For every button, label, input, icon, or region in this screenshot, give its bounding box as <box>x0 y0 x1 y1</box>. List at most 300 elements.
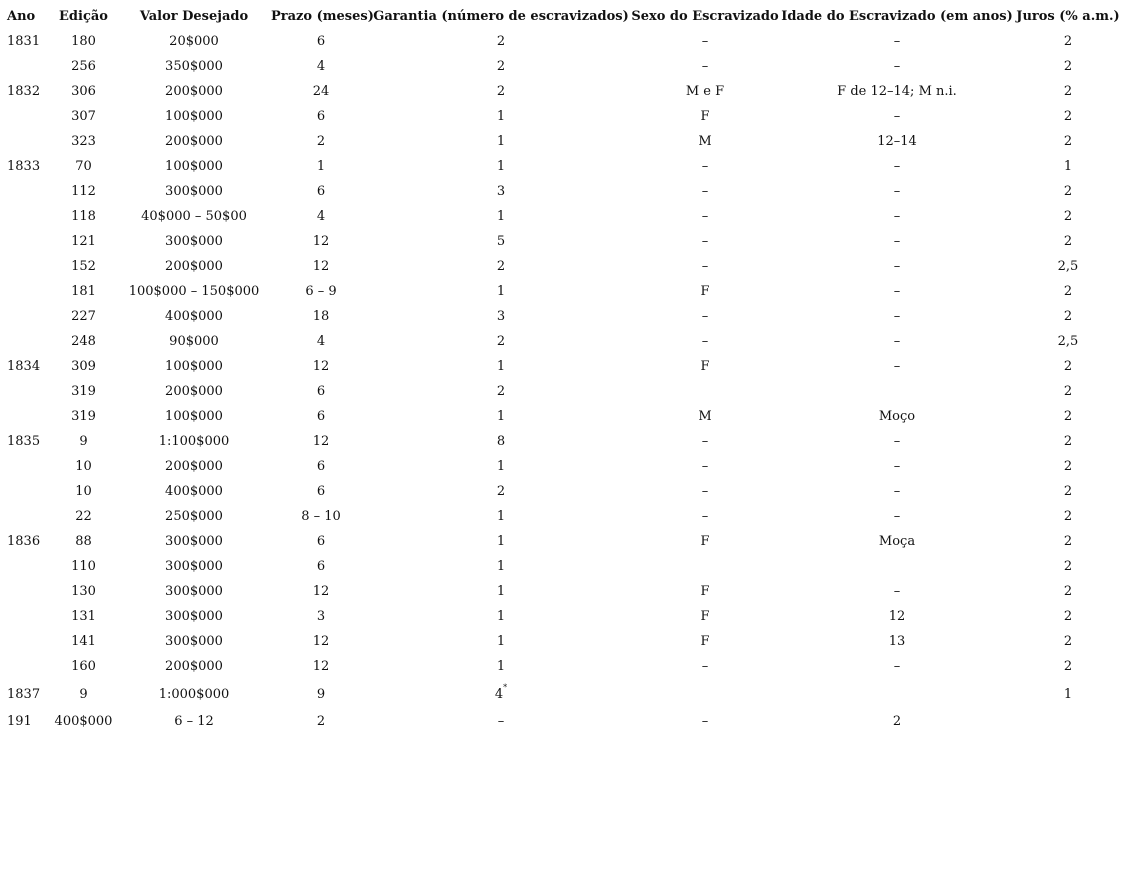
cell-prazo-text: 6 <box>316 109 326 124</box>
cell-idade <box>779 504 1015 529</box>
cell-garantia-text: 2 <box>496 34 506 49</box>
cell-garantia-text: 2 <box>496 384 506 399</box>
cell-edicao <box>50 554 117 579</box>
cell-sexo-text: – <box>701 434 709 449</box>
cell-prazo <box>271 129 371 154</box>
table-row <box>0 529 1121 554</box>
cell-garantia-text: 1 <box>496 134 506 149</box>
cell-juros <box>1015 654 1121 679</box>
cell: 400$000 <box>54 714 113 729</box>
cell-valor-text: 100$000 – 150$000 <box>128 284 260 299</box>
cell-sexo <box>631 429 779 454</box>
cell-idade <box>779 429 1015 454</box>
cell-juros <box>1015 454 1121 479</box>
cell-prazo-text: 2 <box>316 134 326 149</box>
cell-idade <box>779 479 1015 504</box>
table-row <box>0 554 1121 579</box>
cell-ano-text: 1836 <box>7 534 41 549</box>
cell-garantia-text: 1 <box>496 359 506 374</box>
cell-ano <box>0 179 50 204</box>
cell-garantia <box>371 54 631 79</box>
cell-sexo <box>631 554 779 579</box>
cell-garantia-text: 2 <box>496 334 506 349</box>
cell-ano <box>0 29 50 54</box>
cell-garantia <box>371 129 631 154</box>
cell-garantia-text: 1 <box>496 584 506 599</box>
cell-valor-text: 300$000 <box>165 609 223 624</box>
cell-juros-text: 2 <box>1063 584 1073 599</box>
cell-garantia <box>371 354 631 379</box>
cell-idade-text: – <box>893 59 901 74</box>
cell-idade <box>779 304 1015 329</box>
cell-prazo <box>271 529 371 554</box>
loans-table <box>0 4 1121 734</box>
cell-juros-text: 2 <box>1063 284 1073 299</box>
cell-garantia <box>371 229 631 254</box>
cell-edicao-text: 306 <box>71 84 96 99</box>
cell-idade <box>779 629 1015 654</box>
table-row <box>0 54 1121 79</box>
cell-edicao-text: 110 <box>71 559 96 574</box>
cell-sexo <box>631 654 779 679</box>
cell-edicao-text: 112 <box>71 184 96 199</box>
cell-idade-text: F de 12–14; M n.i. <box>837 84 957 99</box>
cell-ano <box>0 79 50 104</box>
cell-sexo-text: – <box>701 184 709 199</box>
cell-valor <box>117 179 271 204</box>
cell-prazo <box>271 679 371 709</box>
table-row <box>0 429 1121 454</box>
cell-sexo <box>631 179 779 204</box>
cell-sexo <box>631 329 779 354</box>
cell-idade <box>779 529 1015 554</box>
cell-sexo-text: F <box>700 584 710 599</box>
cell-idade-text: 12 <box>888 609 906 624</box>
cell-valor-text: 250$000 <box>165 509 223 524</box>
cell-ano-text: 1833 <box>7 159 41 174</box>
cell-edicao <box>50 79 117 104</box>
cell-valor-text: 100$000 <box>165 359 223 374</box>
cell-juros-text: 2 <box>1063 659 1073 674</box>
header-row <box>0 4 1121 29</box>
cell-edicao <box>50 529 117 554</box>
cell-ano <box>0 579 50 604</box>
cell-sexo <box>631 29 779 54</box>
cell-ano <box>0 129 50 154</box>
cell-idade-text: – <box>893 359 901 374</box>
cell-garantia-text: 2 <box>496 259 506 274</box>
cell-edicao-text: 160 <box>71 659 96 674</box>
cell-garantia-text: 1 <box>496 659 506 674</box>
cell-garantia <box>371 304 631 329</box>
header-prazo: Prazo (meses) <box>271 9 374 24</box>
table-row <box>0 454 1121 479</box>
cell-edicao-text: 118 <box>71 209 96 224</box>
cell-garantia <box>371 679 631 709</box>
cell-valor <box>117 454 271 479</box>
cell-idade-text: – <box>893 434 901 449</box>
cell-valor <box>117 604 271 629</box>
table-row <box>0 654 1121 679</box>
cell-prazo-text: 12 <box>312 434 330 449</box>
cell-prazo <box>271 229 371 254</box>
cell-valor <box>117 379 271 404</box>
cell-garantia <box>371 179 631 204</box>
cell-juros-text: 2,5 <box>1057 334 1079 349</box>
cell-valor <box>117 29 271 54</box>
cell: – <box>701 714 709 729</box>
cell-ano-text: 1834 <box>7 359 41 374</box>
cell-valor-text: 200$000 <box>165 84 223 99</box>
cell-juros <box>1015 179 1121 204</box>
cell-edicao-text: 227 <box>71 309 96 324</box>
cell-juros-text: 2 <box>1063 309 1073 324</box>
cell-edicao <box>50 104 117 129</box>
cell-garantia <box>371 654 631 679</box>
cell-idade <box>779 29 1015 54</box>
cell-prazo <box>271 579 371 604</box>
cell-idade <box>779 554 1015 579</box>
cell-idade <box>779 354 1015 379</box>
table-row <box>0 354 1121 379</box>
cell-edicao <box>50 354 117 379</box>
cell-prazo-text: 6 <box>316 184 326 199</box>
cell-juros-text: 1 <box>1063 686 1073 702</box>
header-juros: Juros (% a.m.) <box>1016 9 1120 24</box>
cell-juros <box>1015 29 1121 54</box>
cell-ano <box>0 329 50 354</box>
cell-garantia <box>371 479 631 504</box>
cell-prazo <box>271 79 371 104</box>
cell-garantia-text: 2 <box>496 59 506 74</box>
cell-juros-text: 2 <box>1063 34 1073 49</box>
cell-ano <box>0 479 50 504</box>
cell-juros-text: 2 <box>1063 534 1073 549</box>
cell-valor <box>117 54 271 79</box>
cell-sexo-text: – <box>701 334 709 349</box>
cell-ano <box>0 104 50 129</box>
cell-edicao <box>50 504 117 529</box>
cell-juros <box>1015 279 1121 304</box>
cell-sexo <box>631 579 779 604</box>
cell-valor <box>117 554 271 579</box>
cell-edicao <box>50 204 117 229</box>
cell-valor-text: 90$000 <box>169 334 219 349</box>
cell-prazo-text: 6 <box>316 534 326 549</box>
cell-sexo <box>631 79 779 104</box>
cell-garantia-text: 1 <box>496 634 506 649</box>
cell-edicao-text: 256 <box>71 59 96 74</box>
cell-garantia <box>371 504 631 529</box>
cell-valor-text: 300$000 <box>165 234 223 249</box>
cell-sexo <box>631 604 779 629</box>
cell-juros <box>1015 404 1121 429</box>
cell-edicao <box>50 579 117 604</box>
cell-garantia <box>371 379 631 404</box>
cell-edicao <box>50 404 117 429</box>
cell-juros <box>1015 604 1121 629</box>
cell-prazo-text: 6 <box>316 384 326 399</box>
table-row <box>0 479 1121 504</box>
cell-juros-text: 2 <box>1063 509 1073 524</box>
cell-valor <box>117 229 271 254</box>
table-row <box>0 154 1121 179</box>
cell-valor <box>117 254 271 279</box>
cell-valor-text: 1:000$000 <box>158 686 230 702</box>
table-body <box>0 29 1121 709</box>
cell-ano-text: 1835 <box>7 434 41 449</box>
cell-prazo <box>271 554 371 579</box>
table-container <box>0 4 1121 734</box>
cell-valor <box>117 579 271 604</box>
cell-sexo <box>631 204 779 229</box>
cell-prazo <box>271 29 371 54</box>
cell-ano-text: 1837 <box>7 686 41 702</box>
cell-garantia <box>371 204 631 229</box>
cell-juros <box>1015 79 1121 104</box>
cell-sexo-text: F <box>700 609 710 624</box>
cell-garantia <box>371 579 631 604</box>
cell-valor <box>117 629 271 654</box>
cell-idade <box>779 404 1015 429</box>
cell-prazo-text: 12 <box>312 584 330 599</box>
cell-edicao <box>50 54 117 79</box>
cell-prazo-text: 4 <box>316 209 326 224</box>
cell-prazo-text: 8 – 10 <box>301 509 341 524</box>
cell-valor-text: 400$000 <box>165 484 223 499</box>
cell-prazo <box>271 629 371 654</box>
cell: 6 – 12 <box>174 714 214 729</box>
cell-garantia <box>371 554 631 579</box>
cell-sexo <box>631 279 779 304</box>
cell-idade-text: 13 <box>888 634 906 649</box>
cell-prazo <box>271 179 371 204</box>
cell-ano <box>0 354 50 379</box>
cell-valor <box>117 279 271 304</box>
cell-edicao <box>50 604 117 629</box>
cell-idade-text: – <box>893 459 901 474</box>
cell-valor <box>117 479 271 504</box>
cell-garantia <box>371 329 631 354</box>
cell-ano <box>0 454 50 479</box>
cell-prazo-text: 12 <box>312 634 330 649</box>
cell-ano <box>0 229 50 254</box>
cell-edicao <box>50 129 117 154</box>
table-row <box>0 604 1121 629</box>
cell-prazo <box>271 379 371 404</box>
cell-garantia-text: 3 <box>496 309 506 324</box>
cell-prazo <box>271 254 371 279</box>
cell-idade-text: – <box>893 234 901 249</box>
cell-edicao <box>50 179 117 204</box>
cell-garantia-text: 1 <box>496 109 506 124</box>
cell-sexo <box>631 254 779 279</box>
cell-idade <box>779 254 1015 279</box>
cell-valor <box>117 654 271 679</box>
cell-sexo <box>631 304 779 329</box>
table-row <box>0 229 1121 254</box>
cell-sexo <box>631 629 779 654</box>
cell-sexo-text: – <box>701 59 709 74</box>
cell-valor-text: 100$000 <box>165 159 223 174</box>
cell-prazo <box>271 279 371 304</box>
cell-ano <box>0 429 50 454</box>
cell-edicao-text: 88 <box>75 534 92 549</box>
cell-garantia <box>371 29 631 54</box>
cell-juros-text: 2,5 <box>1057 259 1079 274</box>
cell-idade <box>779 154 1015 179</box>
cell-prazo-text: 12 <box>312 659 330 674</box>
cell-edicao-text: 10 <box>75 484 92 499</box>
cell-sexo <box>631 379 779 404</box>
cell-valor-text: 300$000 <box>165 184 223 199</box>
cell-valor-text: 300$000 <box>165 534 223 549</box>
cell-edicao-text: 10 <box>75 459 92 474</box>
cell-valor-text: 300$000 <box>165 559 223 574</box>
cell-juros <box>1015 154 1121 179</box>
cell-valor-text: 300$000 <box>165 634 223 649</box>
cell-sexo-text: – <box>701 259 709 274</box>
cell-edicao <box>50 304 117 329</box>
table-row <box>0 329 1121 354</box>
cell-juros <box>1015 54 1121 79</box>
cell: 191 <box>7 714 32 729</box>
table-row <box>0 629 1121 654</box>
cell-valor-text: 200$000 <box>165 384 223 399</box>
cell-sexo-text: – <box>701 159 709 174</box>
table-row <box>0 104 1121 129</box>
cell-edicao-text: 141 <box>71 634 96 649</box>
table-row <box>0 379 1121 404</box>
cell-edicao-text: 152 <box>71 259 96 274</box>
cell-edicao <box>50 654 117 679</box>
cell-idade-text: – <box>893 209 901 224</box>
cell-idade-text: – <box>893 584 901 599</box>
cell-prazo <box>271 329 371 354</box>
cell-prazo <box>271 104 371 129</box>
cell-ano <box>0 379 50 404</box>
cell-prazo-text: 9 <box>316 686 326 702</box>
cell-juros <box>1015 254 1121 279</box>
cell-idade <box>779 279 1015 304</box>
cell-valor-text: 100$000 <box>165 409 223 424</box>
cell-sexo <box>631 529 779 554</box>
header-valor: Valor Desejado <box>139 9 249 24</box>
cell-edicao-text: 309 <box>71 359 96 374</box>
table-row <box>0 304 1121 329</box>
cell-juros-text: 1 <box>1063 159 1073 174</box>
cell-idade <box>779 204 1015 229</box>
cell-garantia <box>371 154 631 179</box>
cell-idade-text: – <box>893 334 901 349</box>
cell-idade-text: – <box>893 659 901 674</box>
cell-juros <box>1015 579 1121 604</box>
cell-ano <box>0 204 50 229</box>
cell-juros-text: 2 <box>1063 359 1073 374</box>
cell-valor <box>117 529 271 554</box>
header-garantia: Garantia (número de escravizados) <box>373 9 629 24</box>
cell-edicao-text: 180 <box>71 34 96 49</box>
cell-garantia <box>371 79 631 104</box>
header-ano: Ano <box>7 9 36 24</box>
cell-sexo-text: – <box>701 659 709 674</box>
cell-edicao <box>50 254 117 279</box>
cell-sexo-text: F <box>700 359 710 374</box>
cell-edicao <box>50 454 117 479</box>
cell-idade <box>779 454 1015 479</box>
cell-ano <box>0 54 50 79</box>
cell-juros <box>1015 629 1121 654</box>
cell-idade <box>779 129 1015 154</box>
cell-prazo-text: 6 <box>316 409 326 424</box>
cell-prazo-text: 12 <box>312 259 330 274</box>
cell-prazo <box>271 604 371 629</box>
cell-idade-text: – <box>893 284 901 299</box>
cell-garantia <box>371 529 631 554</box>
cell-sexo <box>631 154 779 179</box>
cell-sexo-text: – <box>701 234 709 249</box>
cell-sexo <box>631 679 779 709</box>
cell-idade <box>779 54 1015 79</box>
cell-edicao-text: 307 <box>71 109 96 124</box>
cell-edicao-text: 323 <box>71 134 96 149</box>
cell-sexo-text: – <box>701 484 709 499</box>
cell-idade-text: 12–14 <box>877 134 917 149</box>
cell-prazo <box>271 479 371 504</box>
cell-juros-text: 2 <box>1063 59 1073 74</box>
cell-edicao <box>50 679 117 709</box>
cell-juros <box>1015 429 1121 454</box>
cell-idade-text: – <box>893 259 901 274</box>
cell-juros-text: 2 <box>1063 134 1073 149</box>
cell-edicao-text: 248 <box>71 334 96 349</box>
cell-idade <box>779 229 1015 254</box>
cell-ano <box>0 629 50 654</box>
cell-valor-text: 200$000 <box>165 259 223 274</box>
cell-juros <box>1015 304 1121 329</box>
table-row <box>0 579 1121 604</box>
cell-valor-text: 400$000 <box>165 309 223 324</box>
cell-edicao-text: 319 <box>71 384 96 399</box>
cell-ano <box>0 304 50 329</box>
header-idade: Idade do Escravizado (em anos) <box>781 9 1013 24</box>
cell-sexo-text: F <box>700 284 710 299</box>
cell-idade-text: – <box>893 184 901 199</box>
cell-empty <box>1015 709 1121 734</box>
cell-prazo-text: 6 <box>316 459 326 474</box>
cell: 2 <box>892 714 902 729</box>
cell-edicao <box>50 329 117 354</box>
cell-idade <box>779 379 1015 404</box>
cell-garantia <box>371 279 631 304</box>
table-row <box>0 79 1121 104</box>
cell-juros <box>1015 354 1121 379</box>
cell-idade-text: – <box>893 159 901 174</box>
cell: 2 <box>316 714 326 729</box>
cell-edicao <box>50 29 117 54</box>
cell-prazo <box>271 654 371 679</box>
cell-edicao <box>50 429 117 454</box>
cell-garantia-text: 1 <box>496 159 506 174</box>
cell-garantia <box>371 254 631 279</box>
cell-idade <box>779 79 1015 104</box>
cell-prazo-text: 4 <box>316 334 326 349</box>
cell-ano <box>0 529 50 554</box>
cell-ano <box>0 554 50 579</box>
cell-sexo <box>631 229 779 254</box>
cell-garantia <box>371 604 631 629</box>
cell-edicao <box>50 229 117 254</box>
